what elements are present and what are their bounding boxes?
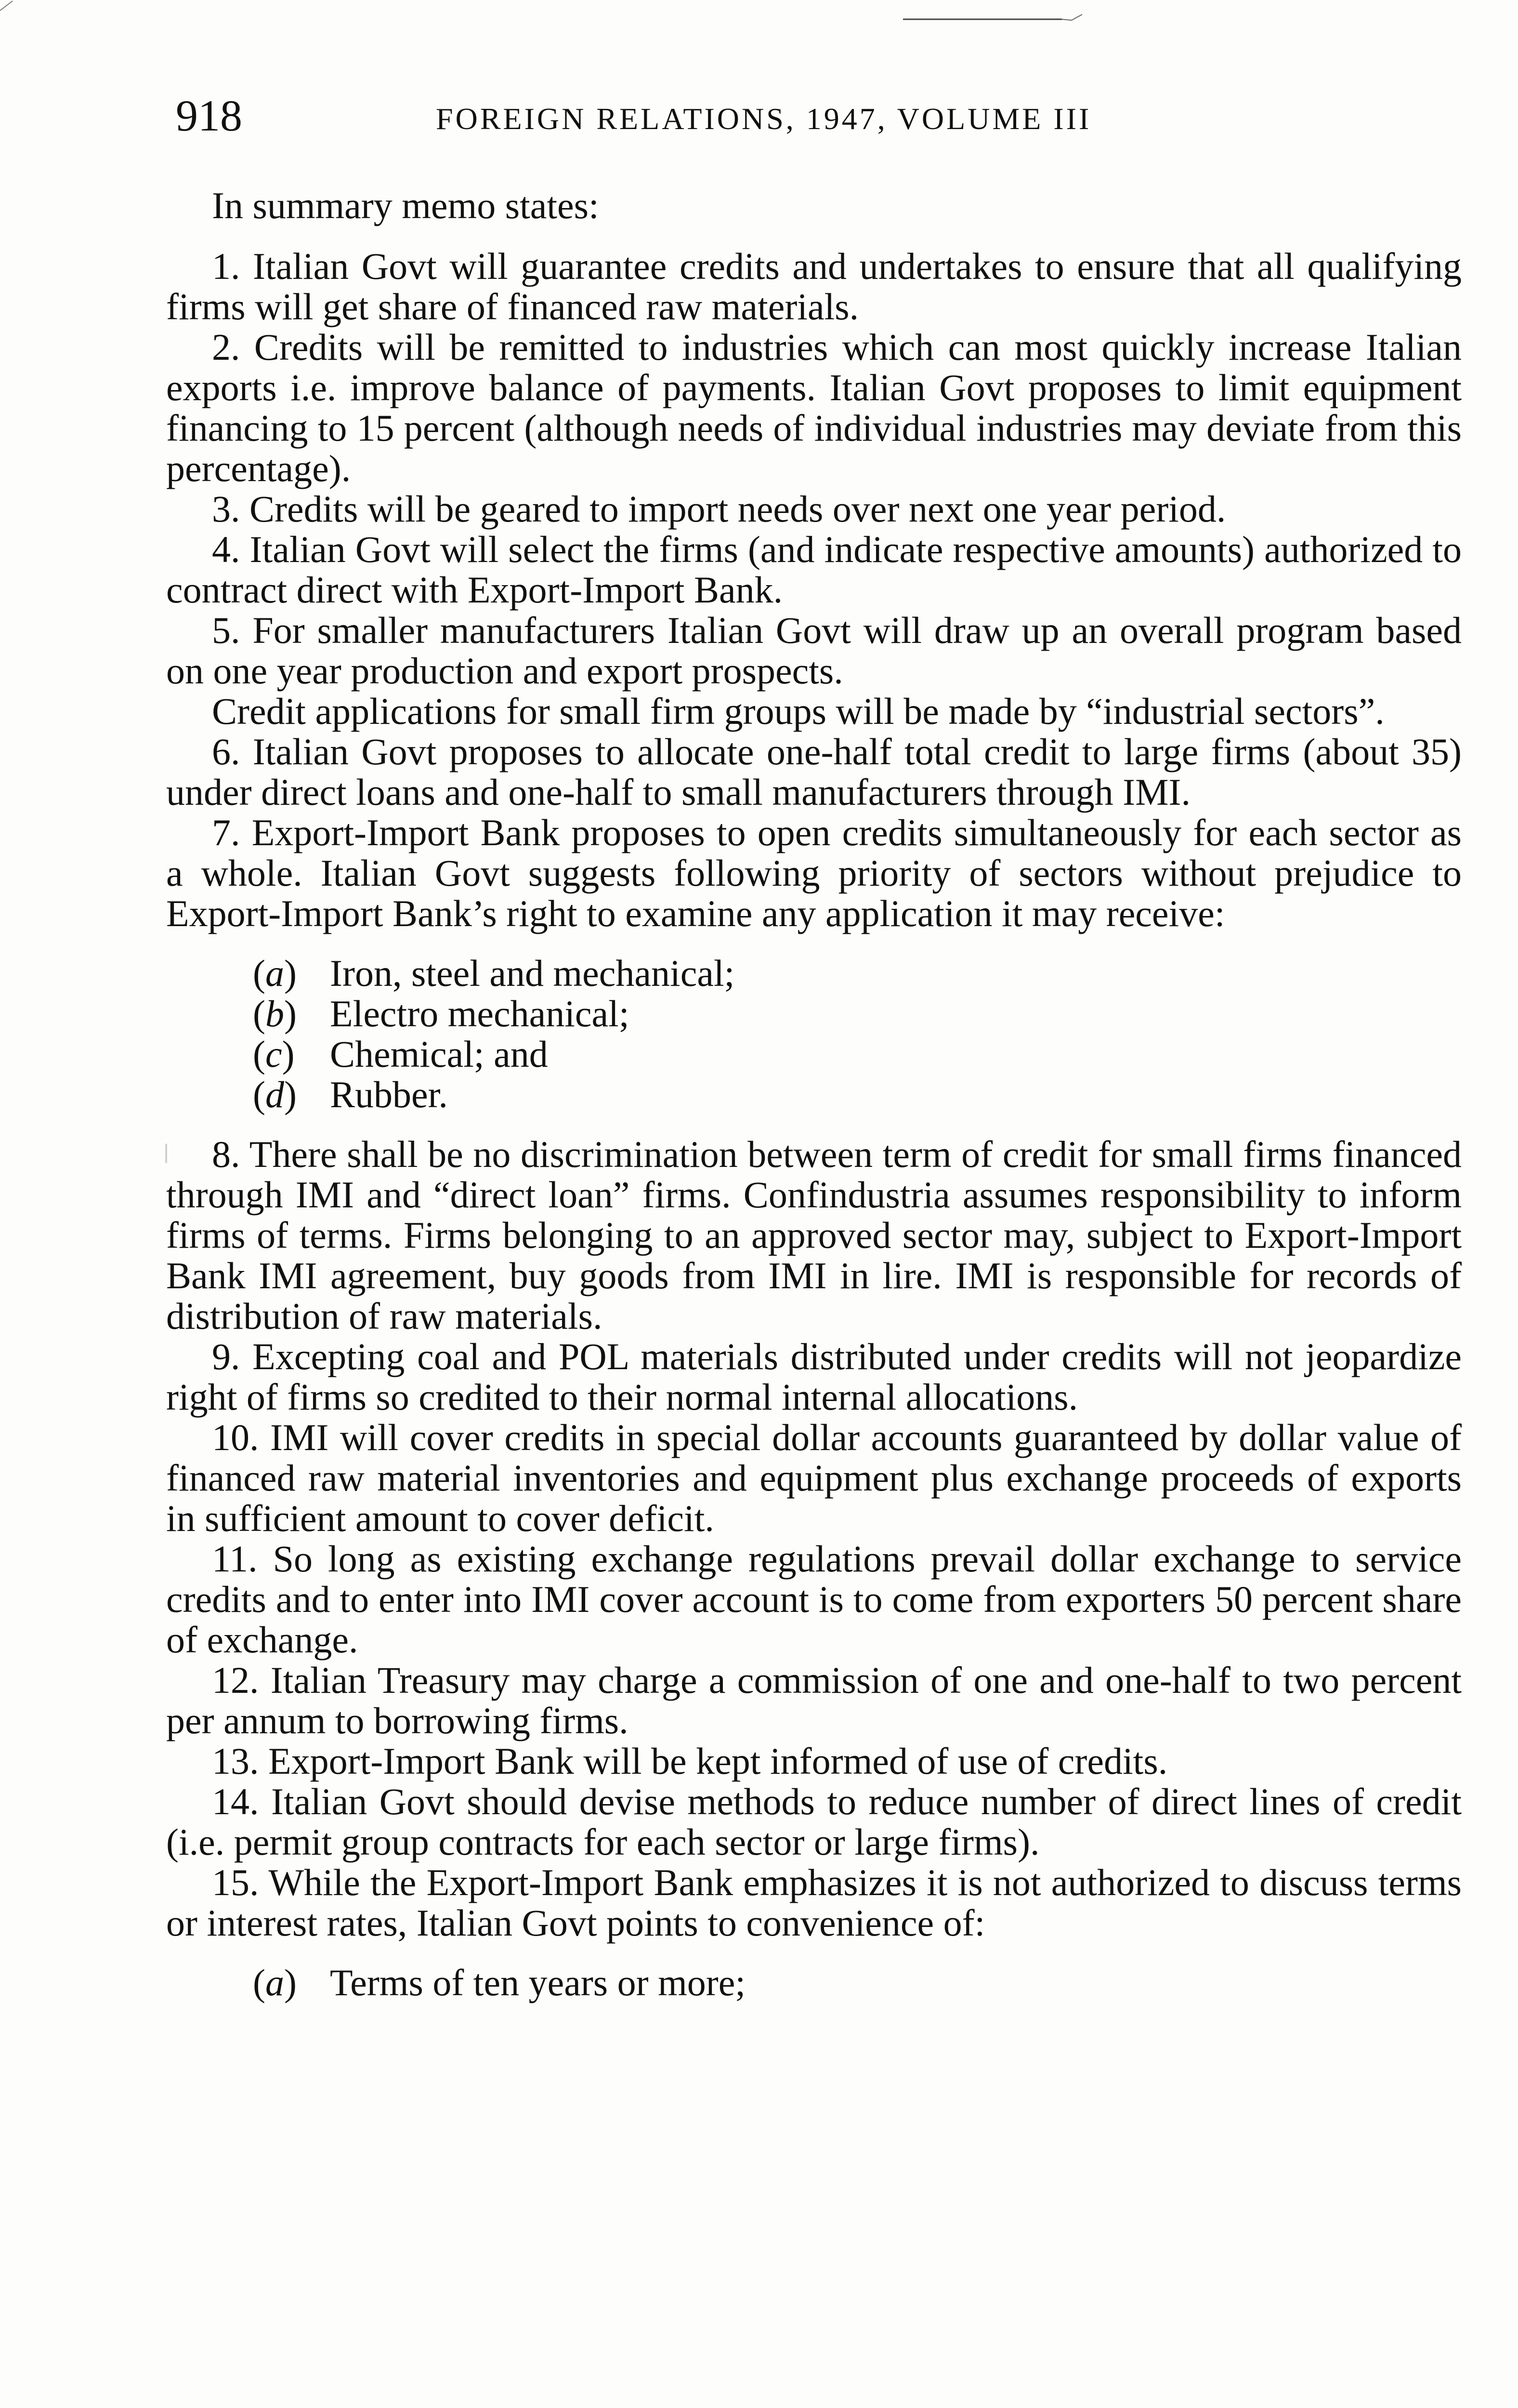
terms-item bbox=[253, 1963, 1462, 2003]
sector-letter: (b) bbox=[253, 993, 297, 1034]
point-5-continued: Credit applications for small firm groups will be made by “industrial sectors”. bbox=[212, 690, 1385, 732]
terms-text: Terms of ten years or more; bbox=[330, 1962, 746, 2003]
point-6: 6. Italian Govt proposes to allocate one-half total credit to large firms (about 35) under direct loans and one-half to small manufacturers through IMI. bbox=[166, 731, 1462, 813]
point-14: 14. Italian Govt should devise methods to reduce number of direct lines of credit (i.e. permit group contracts for each sector or large firms). bbox=[166, 1780, 1462, 1863]
sector-text: Iron, steel and mechanical; bbox=[330, 952, 735, 994]
page-header bbox=[176, 87, 1457, 144]
intro-line: In summary memo states: bbox=[212, 184, 599, 226]
point-11: 11. So long as existing exchange regulations prevail dollar exchange to service credits and to enter into IMI cover account is to come from exporters 50 percent share of exchange. bbox=[166, 1538, 1462, 1661]
sector-letter: (d) bbox=[253, 1073, 297, 1115]
corner-pencil-mark bbox=[0, 0, 14, 12]
running-head: FOREIGN RELATIONS, 1947, VOLUME III bbox=[436, 102, 1092, 136]
point-9: 9. Excepting coal and POL materials distributed under credits will not jeopardize right of firms so credited to their normal internal allocations. bbox=[166, 1335, 1462, 1418]
point-1: 1. Italian Govt will guarantee credits and undertakes to ensure that all qualifying firms will get share of financed raw materials. bbox=[166, 245, 1462, 327]
sector-letter: (a) bbox=[253, 952, 297, 994]
sector-text: Rubber. bbox=[330, 1073, 448, 1115]
point-3: 3. Credits will be geared to import needs over next one year period. bbox=[212, 488, 1226, 530]
point-13: 13. Export-Import Bank will be kept informed of use of credits. bbox=[212, 1740, 1168, 1782]
terms-letter: (a) bbox=[253, 1962, 297, 2003]
point-4: 4. Italian Govt will select the firms (and indicate respective amounts) authorized to contract direct with Export-Import Bank. bbox=[166, 528, 1462, 611]
sector-letter: (c) bbox=[253, 1033, 295, 1075]
page-number: 918 bbox=[176, 91, 242, 140]
point-2: 2. Credits will be remitted to industries which can most quickly increase Italian exports i.e. improve balance of payments. Italian Govt proposes to limit equipment financing to 15 percent (although needs of individual industries may deviate from this percentage). bbox=[166, 326, 1462, 489]
sector-item bbox=[253, 994, 1462, 1034]
sector-priority-list bbox=[166, 953, 1462, 1115]
sector-item bbox=[253, 953, 1462, 994]
top-pencil-rule bbox=[903, 13, 1086, 23]
sector-text: Electro mechanical; bbox=[330, 993, 629, 1034]
sector-item bbox=[253, 1074, 1462, 1115]
point-10: 10. IMI will cover credits in special dollar accounts guaranteed by dollar value of financed raw material inventories and equipment plus exchange proceeds of exports in sufficient amount to cover deficit. bbox=[166, 1416, 1462, 1539]
point-8: 8. There shall be no discrimination between term of credit for small firms financed through IMI and “direct loan” firms. Confindustria assumes responsibility to inform firms of terms. Firms belonging to an approved sector may, subject to Export-Import Bank IMI agreement, buy goods from IMI in lire. IMI is responsible for records of distribution of raw materials. bbox=[166, 1133, 1462, 1337]
point-5: 5. For smaller manufacturers Italian Govt will draw up an overall program based on one year production and export prospects. bbox=[166, 609, 1462, 692]
point-7: 7. Export-Import Bank proposes to open credits simultaneously for each sector as a whole. Italian Govt suggests following priority of sectors without prejudice to Export-Import Bank’s right to examine any application it may receive: bbox=[166, 811, 1462, 934]
sector-text: Chemical; and bbox=[330, 1033, 548, 1075]
sector-item bbox=[253, 1034, 1462, 1074]
point-12: 12. Italian Treasury may charge a commission of one and one-half to two percent per annum to borrowing firms. bbox=[166, 1659, 1462, 1741]
point-15: 15. While the Export-Import Bank emphasizes it is not authorized to discuss terms or interest rates, Italian Govt points to convenience of: bbox=[166, 1861, 1462, 1944]
document-body bbox=[166, 185, 1462, 2022]
terms-list bbox=[166, 1963, 1462, 2003]
